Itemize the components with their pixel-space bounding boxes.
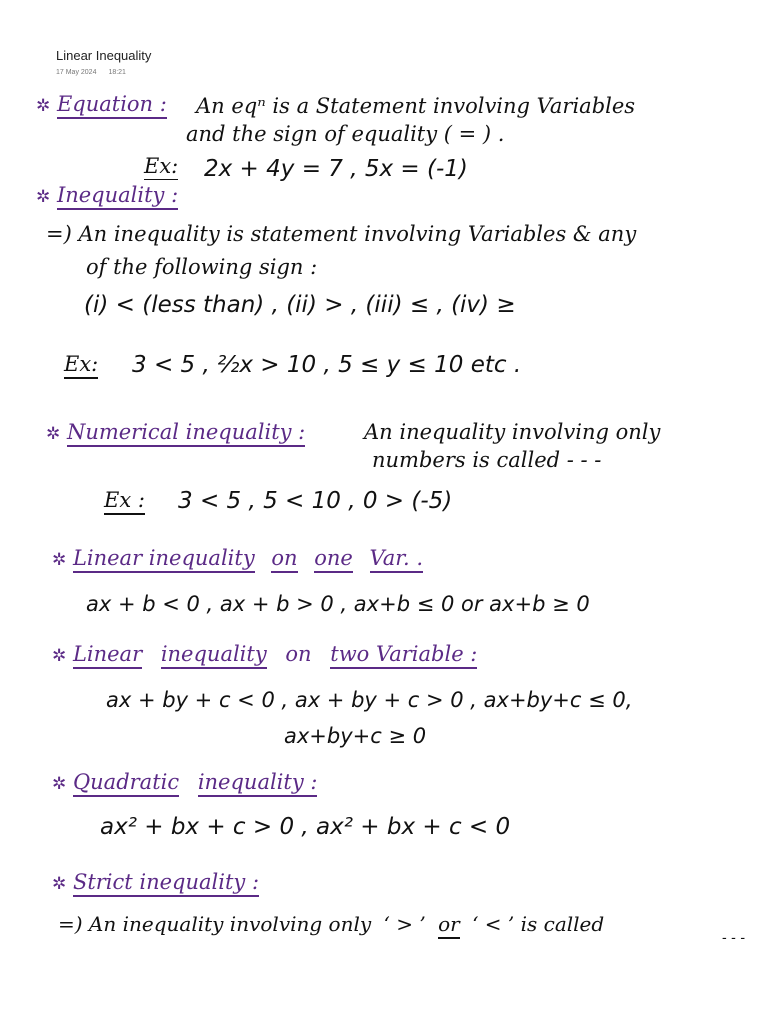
quadratic-forms: ax² + bx + c > 0 , ax² + bx + c < 0 bbox=[100, 814, 511, 840]
numerical-heading: Numerical inequality : bbox=[67, 420, 305, 447]
linear-two-forms1: ax + by + c < 0 , ax + by + c > 0 , ax+by+c ≤ 0, bbox=[106, 688, 633, 712]
strict-text-b: ‘ > ’ bbox=[383, 912, 426, 936]
numerical-heading-row bbox=[46, 420, 305, 444]
equation-line1: An eqⁿ is a Statement involving Variables bbox=[196, 94, 636, 118]
equation-examples: 2x + 4y = 7 , 5x = (-1) bbox=[204, 156, 468, 182]
inequality-line1: =) An inequality is statement involving Variables & any bbox=[46, 222, 637, 246]
linear-two-heading-c: on bbox=[285, 642, 312, 666]
linear-one-heading-row bbox=[52, 546, 423, 570]
numerical-text1: An inequality involving only bbox=[364, 420, 661, 444]
strict-text-a: =) An inequality involving only bbox=[58, 912, 372, 936]
star-bullet-icon: ✲ bbox=[52, 874, 67, 894]
note-title: Linear Inequality bbox=[56, 48, 152, 63]
inequality-example-label: Ex: bbox=[64, 352, 98, 379]
star-bullet-icon: ✲ bbox=[52, 550, 67, 570]
linear-two-heading-row bbox=[52, 642, 477, 666]
star-bullet-icon: ✲ bbox=[46, 424, 61, 444]
strict-heading: Strict inequality : bbox=[73, 870, 259, 897]
linear-two-forms2: ax+by+c ≥ 0 bbox=[284, 724, 427, 748]
quadratic-heading-b: inequality : bbox=[198, 770, 318, 797]
linear-one-heading-a: Linear inequality bbox=[73, 546, 255, 573]
linear-one-heading-d: Var. . bbox=[370, 546, 424, 573]
equation-line2: and the sign of equality ( = ) . bbox=[186, 122, 505, 146]
quadratic-heading-a: Quadratic bbox=[73, 770, 179, 797]
equation-heading: Equation : bbox=[57, 92, 167, 119]
inequality-signs: (i) < (less than) , (ii) > , (iii) ≤ , (iv) ≥ bbox=[84, 292, 516, 318]
linear-two-heading-a: Linear bbox=[73, 642, 142, 669]
equation-example-label: Ex: bbox=[144, 154, 179, 178]
numerical-text2: numbers is called - - - bbox=[372, 448, 602, 472]
note-meta bbox=[56, 69, 126, 76]
linear-two-heading-d: two Variable : bbox=[330, 642, 477, 669]
star-bullet-icon: ✲ bbox=[52, 774, 67, 794]
star-bullet-icon: ✲ bbox=[36, 96, 51, 116]
linear-one-heading-b: on bbox=[271, 546, 297, 573]
star-bullet-icon: ✲ bbox=[52, 646, 67, 666]
strict-text-or: or bbox=[438, 912, 460, 939]
strict-text-d: - - - bbox=[722, 930, 746, 946]
quadratic-heading-row bbox=[52, 770, 317, 794]
linear-one-forms: ax + b < 0 , ax + b > 0 , ax+b ≤ 0 or ax+b ≥ 0 bbox=[86, 592, 590, 616]
inequality-heading-row bbox=[36, 183, 178, 207]
inequality-line2: of the following sign : bbox=[86, 255, 318, 279]
star-bullet-icon: ✲ bbox=[36, 187, 51, 207]
strict-text-row bbox=[58, 912, 604, 936]
note-time: 18:21 bbox=[108, 69, 126, 76]
inequality-examples: 3 < 5 , ²⁄₂x > 10 , 5 ≤ y ≤ 10 etc . bbox=[132, 352, 522, 378]
linear-two-heading-b: inequality bbox=[161, 642, 267, 669]
note-date: 17 May 2024 bbox=[56, 69, 97, 76]
linear-one-heading-c: one bbox=[314, 546, 353, 573]
strict-heading-row bbox=[52, 870, 259, 894]
inequality-heading: Inequality : bbox=[57, 183, 178, 210]
numerical-examples: 3 < 5 , 5 < 10 , 0 > (-5) bbox=[178, 488, 453, 514]
equation-heading-row bbox=[36, 92, 167, 116]
numerical-example-label: Ex : bbox=[104, 488, 145, 515]
strict-text-c: ‘ < ’ is called bbox=[472, 912, 605, 936]
